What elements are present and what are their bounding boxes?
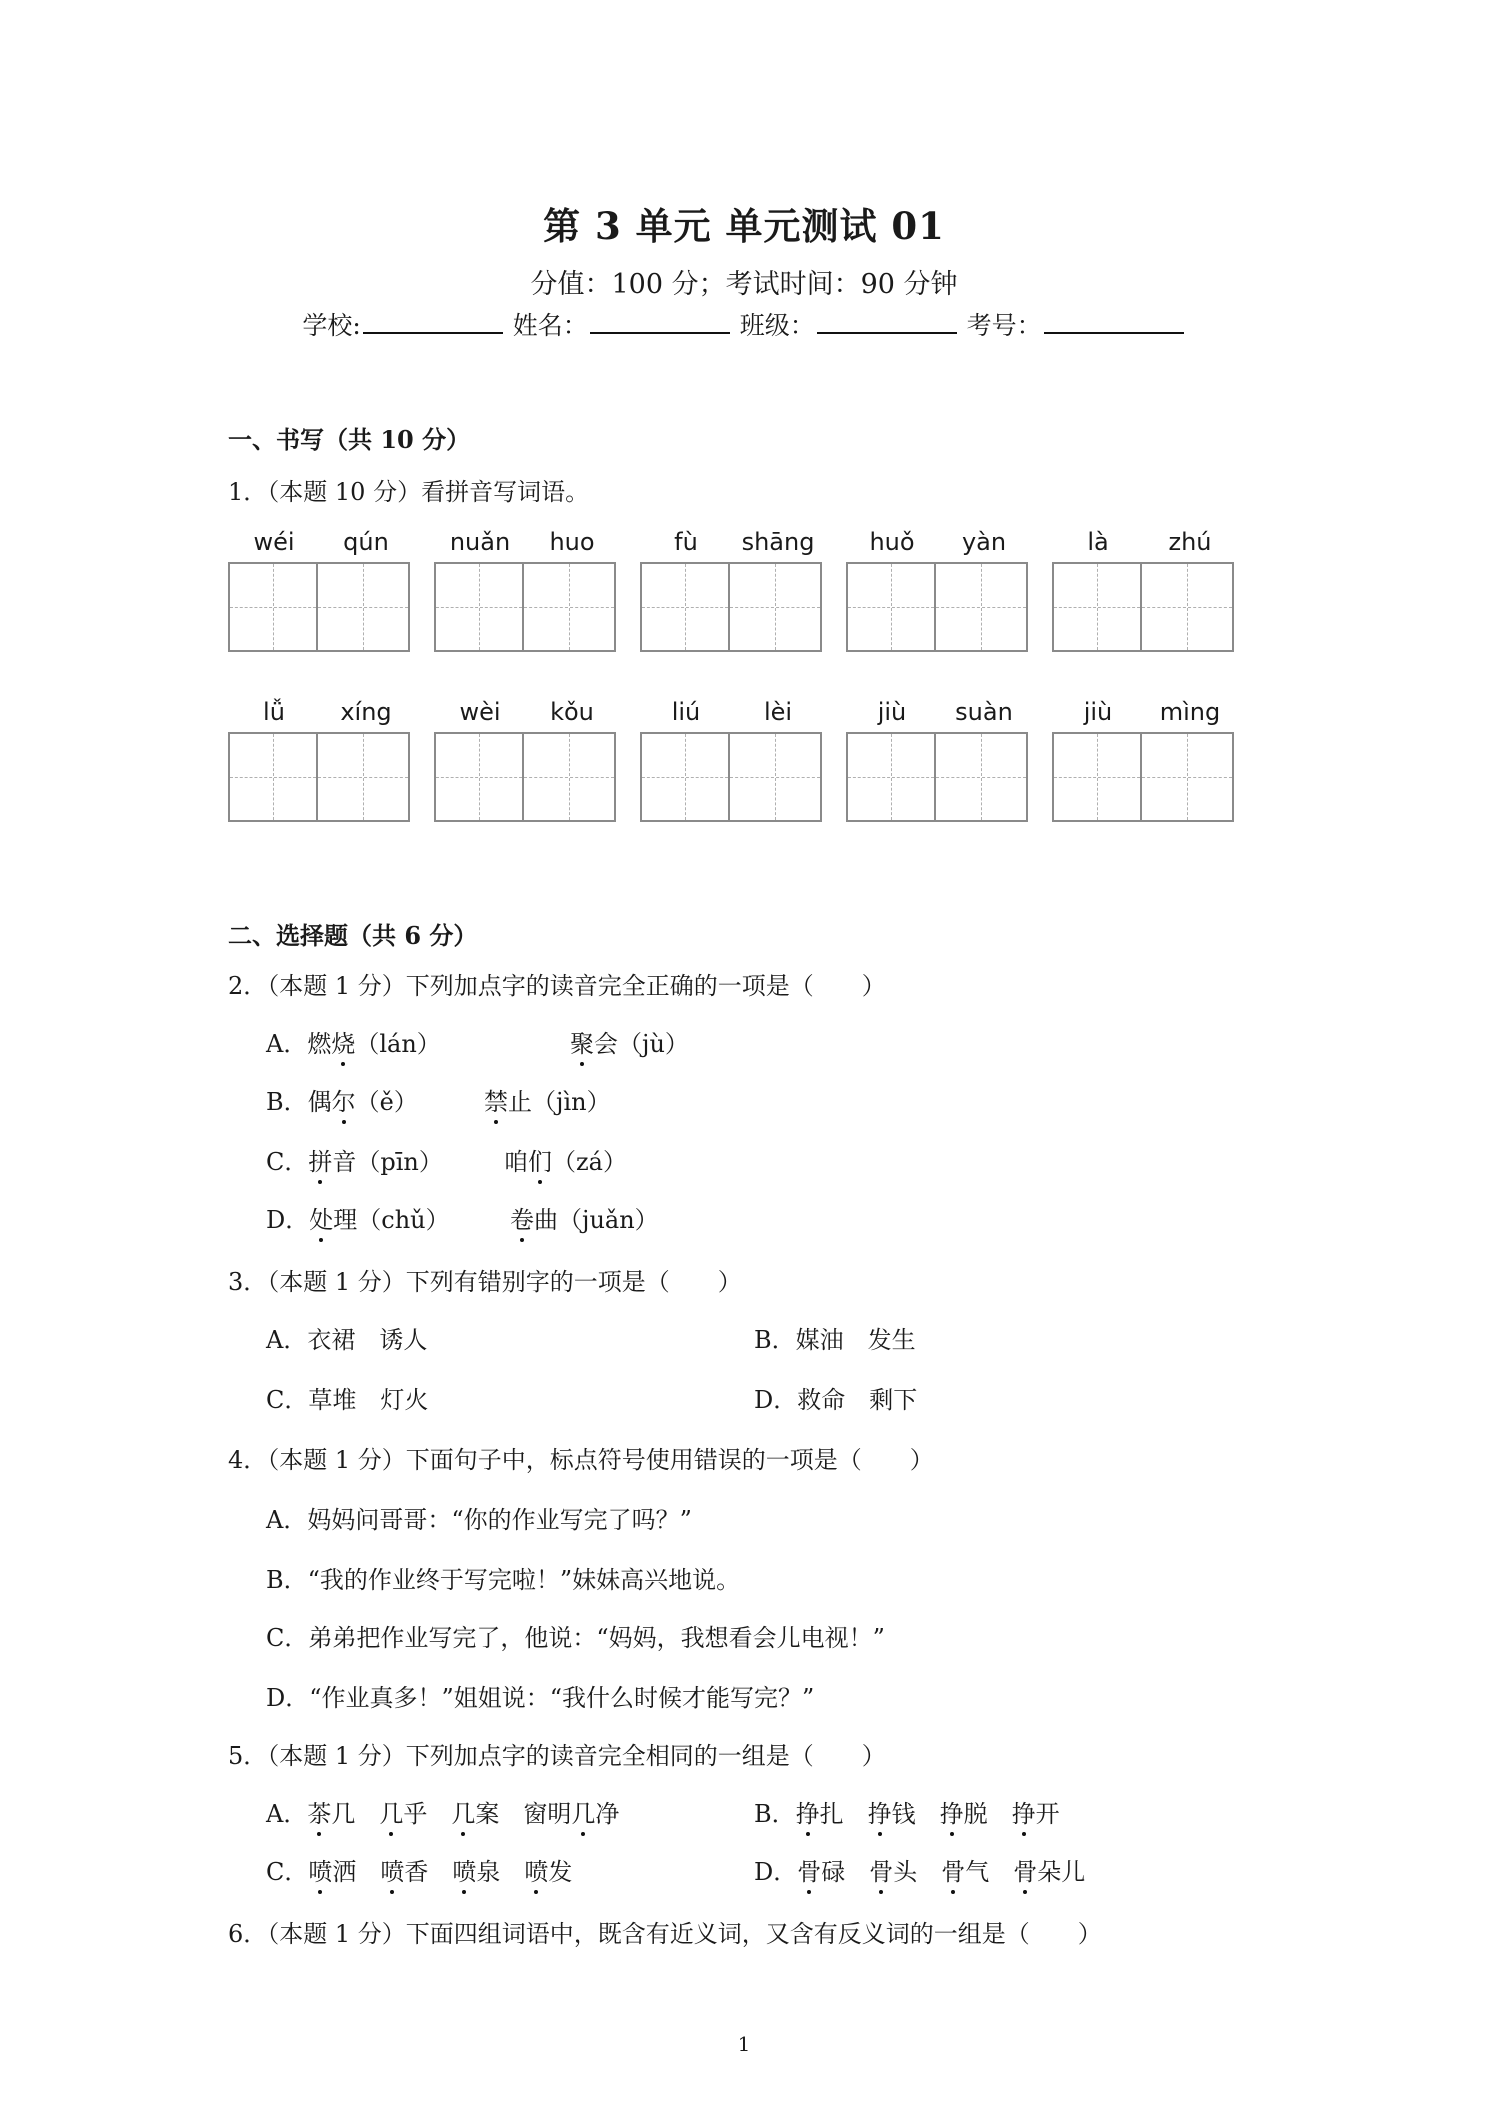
- option-text: B．偶: [266, 1088, 332, 1116]
- question-2-option-b[interactable]: [266, 1082, 418, 1117]
- writing-box-row-1-3[interactable]: [640, 562, 822, 652]
- question-6-stem: 6．（本题 1 分）下面四组词语中，既含有近义词，又含有反义词的一组是（ ）: [228, 1920, 1102, 1948]
- option-char: 乎: [403, 1800, 428, 1828]
- tianzige-cell[interactable]: [1142, 732, 1234, 822]
- pinyin-label: jiù: [877, 698, 907, 726]
- tianzige-cell[interactable]: [1052, 732, 1142, 822]
- dotted-char: 拼: [308, 1142, 332, 1177]
- option-char: 头: [893, 1858, 918, 1886]
- question-3-option-a[interactable]: A．衣裙 诱人: [266, 1326, 428, 1354]
- dotted-char: 几: [379, 1794, 403, 1829]
- tianzige-cell[interactable]: [640, 732, 730, 822]
- pinyin-label: mìng: [1159, 698, 1221, 726]
- dotted-char: 几: [571, 1794, 595, 1829]
- section-heading-writing: 一、书写（共 10 分）: [228, 425, 471, 454]
- option-text: 理（chǔ）: [333, 1206, 450, 1234]
- option-char: 几: [331, 1800, 356, 1828]
- pinyin-label: jiù: [1083, 698, 1113, 726]
- tianzige-cell[interactable]: [730, 562, 822, 652]
- option-char: 泉: [476, 1858, 501, 1886]
- option-char: ．: [771, 1800, 796, 1828]
- question-3-option-c[interactable]: C．草堆 灯火: [266, 1386, 429, 1414]
- name-label: 姓名：: [512, 311, 588, 340]
- writing-box-row-2-5[interactable]: [1052, 732, 1234, 822]
- dotted-char: 喷: [452, 1852, 476, 1887]
- question-4-option-c[interactable]: C．弟弟把作业写完了，他说：“妈妈，我想看会儿电视！”: [266, 1624, 885, 1652]
- writing-box-row-1-5[interactable]: [1052, 562, 1234, 652]
- section-heading-choice: 二、选择题（共 6 分）: [228, 921, 478, 950]
- pinyin-label: xíng: [340, 698, 392, 726]
- option-char: 开: [1035, 1800, 1060, 1828]
- option-text: （ě）: [355, 1088, 418, 1116]
- tianzige-cell[interactable]: [1142, 562, 1234, 652]
- option-char: [427, 1800, 451, 1828]
- option-char: 钱: [891, 1800, 916, 1828]
- option-char: 明: [547, 1800, 572, 1828]
- pinyin-label: suàn: [955, 698, 1013, 726]
- option-char: B: [754, 1800, 772, 1828]
- tianzige-cell[interactable]: [228, 562, 318, 652]
- option-char: [356, 1858, 380, 1886]
- option-char: D: [754, 1858, 774, 1886]
- option-char: 净: [595, 1800, 620, 1828]
- dotted-char: 喷: [524, 1852, 548, 1887]
- option-char: 香: [404, 1858, 429, 1886]
- question-2-option-a[interactable]: [266, 1024, 441, 1059]
- writing-box-row-1-2[interactable]: [434, 562, 616, 652]
- question-3-option-b[interactable]: B．媒油 发生: [754, 1326, 916, 1354]
- option-char: [499, 1800, 523, 1828]
- option-text: 会（jù）: [594, 1030, 689, 1058]
- option-text: 曲（juǎn）: [534, 1206, 659, 1234]
- question-2-option-c-second: [504, 1142, 627, 1177]
- tianzige-cell[interactable]: [434, 562, 524, 652]
- option-char: 发: [548, 1858, 573, 1886]
- pinyin-label: là: [1087, 528, 1109, 556]
- pinyin-label: huo: [549, 528, 595, 556]
- option-char: 扎: [819, 1800, 844, 1828]
- name-field[interactable]: [590, 308, 730, 334]
- tianzige-cell[interactable]: [434, 732, 524, 822]
- option-char: [428, 1858, 452, 1886]
- dotted-char: 禁: [484, 1082, 508, 1117]
- dotted-char: 尔: [332, 1082, 356, 1117]
- option-char: 窗: [523, 1800, 548, 1828]
- dotted-char: 处: [309, 1200, 333, 1235]
- option-text: A．燃: [266, 1030, 332, 1058]
- question-4-option-d[interactable]: D．“作业真多！”姐姐说：“我什么时候才能写完？”: [266, 1684, 815, 1712]
- question-3-stem: 3．（本题 1 分）下列有错别字的一项是（ ）: [228, 1268, 742, 1296]
- dotted-char: 喷: [308, 1852, 332, 1887]
- question-5-option-d[interactable]: [754, 1852, 1085, 1887]
- pinyin-label: shāng: [741, 528, 815, 556]
- dotted-char: 骨: [941, 1852, 965, 1887]
- pinyin-label: nuǎn: [449, 528, 511, 556]
- question-1-stem: 1．（本题 10 分）看拼音写词语。: [228, 478, 590, 506]
- question-5-option-c[interactable]: [266, 1852, 572, 1887]
- class-label: 班级：: [739, 311, 815, 340]
- option-char: ．: [284, 1858, 309, 1886]
- dotted-char: 挣: [868, 1794, 892, 1829]
- dotted-char: 茶: [307, 1794, 331, 1829]
- option-char: 洒: [332, 1858, 357, 1886]
- dotted-char: 几: [451, 1794, 475, 1829]
- tianzige-cell[interactable]: [1052, 562, 1142, 652]
- writing-box-row-1-1[interactable]: [228, 562, 410, 652]
- option-text: C．: [266, 1148, 309, 1176]
- exam-subtitle: 分值：100 分；考试时间：90 分钟: [530, 269, 958, 300]
- tianzige-cell[interactable]: [730, 732, 822, 822]
- pinyin-label: fù: [674, 528, 698, 556]
- question-2-option-b-second: [484, 1082, 611, 1117]
- option-char: [844, 1800, 868, 1828]
- dotted-char: 卷: [510, 1200, 534, 1235]
- question-5-stem: 5．（本题 1 分）下列加点字的读音完全相同的一组是（ ）: [228, 1742, 886, 1770]
- dotted-char: 烧: [331, 1024, 355, 1059]
- dotted-char: 挣: [940, 1794, 964, 1829]
- option-char: 脱: [963, 1800, 988, 1828]
- option-char: A: [266, 1800, 284, 1828]
- pinyin-label: liú: [671, 698, 701, 726]
- question-3-option-d[interactable]: D．救命 剩下: [754, 1386, 918, 1414]
- page-number: 1: [737, 2032, 751, 2056]
- dotted-char: 们: [528, 1142, 552, 1177]
- pinyin-label: wéi: [253, 528, 295, 556]
- question-2-option-c[interactable]: [266, 1142, 443, 1177]
- pinyin-label: lèi: [763, 698, 793, 726]
- tianzige-cell[interactable]: [228, 732, 318, 822]
- tianzige-cell[interactable]: [936, 732, 1028, 822]
- school-field[interactable]: [363, 308, 503, 334]
- option-char: [916, 1800, 940, 1828]
- tianzige-cell[interactable]: [846, 732, 936, 822]
- pinyin-label: zhú: [1168, 528, 1212, 556]
- question-4-stem: 4．（本题 1 分）下面句子中，标点符号使用错误的一项是（ ）: [228, 1446, 934, 1474]
- tianzige-cell[interactable]: [846, 562, 936, 652]
- tianzige-cell[interactable]: [936, 562, 1028, 652]
- question-2-option-d[interactable]: [266, 1200, 450, 1235]
- pinyin-label: wèi: [459, 698, 501, 726]
- option-char: ．: [773, 1858, 798, 1886]
- question-2-option-a-second: [570, 1024, 689, 1059]
- option-text: 咱: [504, 1148, 528, 1176]
- page-title: 第 3 单元 单元测试 01: [543, 204, 945, 248]
- exam-no-label: 考号：: [966, 311, 1042, 340]
- option-char: 儿: [1061, 1858, 1086, 1886]
- option-char: ．: [283, 1800, 308, 1828]
- dotted-char: 骨: [1013, 1852, 1037, 1887]
- question-5-option-b[interactable]: [754, 1794, 1060, 1829]
- option-char: [988, 1800, 1012, 1828]
- tianzige-cell[interactable]: [318, 732, 410, 822]
- writing-box-row-2-1[interactable]: [228, 732, 410, 822]
- student-info-line: [0, 306, 1488, 342]
- option-char: [355, 1800, 379, 1828]
- option-text: 音（pīn）: [332, 1148, 443, 1176]
- question-2-option-d-second: [510, 1200, 659, 1235]
- tianzige-cell[interactable]: [524, 562, 616, 652]
- pinyin-label: huǒ: [869, 528, 915, 556]
- option-char: 朵: [1037, 1858, 1062, 1886]
- tianzige-cell[interactable]: [524, 732, 616, 822]
- question-2-stem: 2．（本题 1 分）下列加点字的读音完全正确的一项是（ ）: [228, 972, 886, 1000]
- class-field[interactable]: [817, 308, 957, 334]
- pinyin-label: qún: [343, 528, 389, 556]
- tianzige-cell[interactable]: [640, 562, 730, 652]
- tianzige-cell[interactable]: [318, 562, 410, 652]
- school-label: 学校:: [302, 311, 361, 340]
- dotted-char: 骨: [869, 1852, 893, 1887]
- dotted-char: 喷: [380, 1852, 404, 1887]
- pinyin-label: yàn: [961, 528, 1007, 556]
- option-char: 案: [475, 1800, 500, 1828]
- option-char: [845, 1858, 869, 1886]
- writing-box-row-2-3[interactable]: [640, 732, 822, 822]
- option-char: [989, 1858, 1013, 1886]
- option-text: （zá）: [552, 1148, 627, 1176]
- dotted-char: 挣: [796, 1794, 820, 1829]
- option-text: 止（jìn）: [508, 1088, 611, 1116]
- dotted-char: 聚: [570, 1024, 594, 1059]
- pinyin-label: lǚ: [263, 698, 285, 726]
- option-char: 气: [965, 1858, 990, 1886]
- exam-no-field[interactable]: [1044, 308, 1184, 334]
- option-text: D．: [266, 1206, 310, 1234]
- question-4-option-b[interactable]: B．“我的作业终于写完啦！”妹妹高兴地说。: [266, 1566, 741, 1594]
- option-text: （lán）: [355, 1030, 441, 1058]
- question-5-option-a[interactable]: [266, 1794, 619, 1829]
- option-char: C: [266, 1858, 285, 1886]
- writing-box-row-1-4[interactable]: [846, 562, 1028, 652]
- writing-box-row-2-2[interactable]: [434, 732, 616, 822]
- question-4-option-a[interactable]: A．妈妈问哥哥：“你的作业写完了吗？”: [266, 1506, 692, 1534]
- dotted-char: 骨: [797, 1852, 821, 1887]
- dotted-char: 挣: [1012, 1794, 1036, 1829]
- option-char: [917, 1858, 941, 1886]
- option-char: [500, 1858, 524, 1886]
- writing-box-row-2-4[interactable]: [846, 732, 1028, 822]
- option-char: 碌: [821, 1858, 846, 1886]
- pinyin-label: kǒu: [550, 698, 594, 726]
